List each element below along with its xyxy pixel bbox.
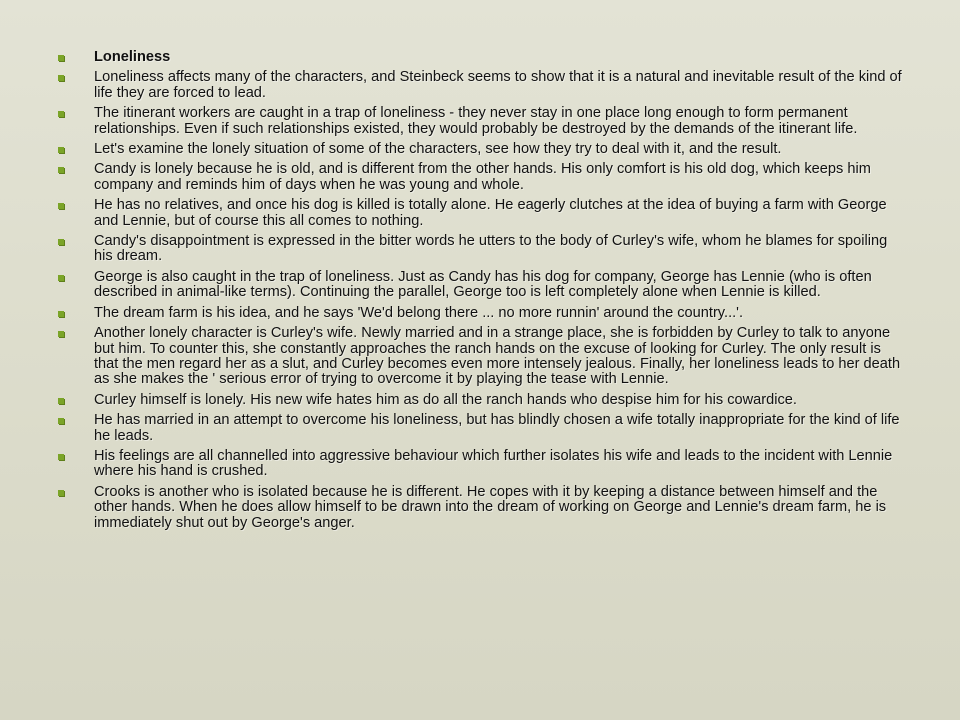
bullet-item	[58, 198, 902, 229]
bullet-item	[58, 485, 902, 531]
square-bullet-icon	[58, 331, 64, 337]
bullet-item	[58, 306, 902, 321]
bullet-text: He has married in an attempt to overcome his loneliness, but has blindly chosen a wife totally inappropriate for the kind of life he leads.	[94, 412, 900, 444]
square-bullet-icon	[58, 490, 64, 496]
bullet-text: Candy's disappointment is expressed in the bitter words he utters to the body of Curley's wife, whom he blames for spoiling his dream.	[94, 233, 888, 265]
square-bullet-icon	[58, 75, 64, 81]
bullet-item	[58, 270, 902, 301]
square-bullet-icon	[58, 167, 64, 173]
bullet-item	[58, 142, 902, 157]
bullet-text: He has no relatives, and once his dog is killed is totally alone. He eagerly clutches at the idea of buying a farm with George and Lennie, but of course this all comes to nothing.	[94, 197, 887, 229]
square-bullet-icon	[58, 203, 64, 209]
bullet-item	[58, 106, 902, 137]
bullet-text: Candy is lonely because he is old, and is different from the other hands. His only comfort is his old dog, which keeps him company and reminds him of days when he was young and whole.	[94, 161, 871, 193]
square-bullet-icon	[58, 418, 64, 424]
bullet-item	[58, 70, 902, 101]
bullet-text: George is also caught in the trap of loneliness. Just as Candy has his dog for company, George has Lennie (who is often described in animal-like terms). Continuing the parallel, George too is left completely alone when Lennie is killed.	[94, 268, 872, 301]
bullet-text: Let's examine the lonely situation of some of the characters, see how they try to deal with it, and the result.	[94, 141, 782, 158]
bullet-text: The dream farm is his idea, and he says 'We'd belong there ... no more runnin' around the country...'.	[94, 304, 744, 321]
square-bullet-icon	[58, 311, 64, 317]
bullet-item	[58, 449, 902, 480]
bullet-item	[58, 50, 902, 65]
square-bullet-icon	[58, 239, 64, 245]
bullet-text: Loneliness	[94, 49, 171, 65]
bullet-list	[58, 50, 902, 536]
square-bullet-icon	[58, 275, 64, 281]
bullet-item	[58, 234, 902, 265]
bullet-text: Crooks is another who is isolated because he is different. He copes with it by keeping a distance between himself and the other hands. When he does allow himself to be drawn into the dream of working on George and Lennie's dream farm, he is immediately shut out by George's anger.	[94, 483, 887, 531]
bullet-item	[58, 413, 902, 444]
bullet-item	[58, 162, 902, 193]
square-bullet-icon	[58, 454, 64, 460]
square-bullet-icon	[58, 111, 64, 117]
square-bullet-icon	[58, 55, 64, 61]
square-bullet-icon	[58, 398, 64, 404]
bullet-item	[58, 326, 902, 388]
bullet-text: Curley himself is lonely. His new wife hates him as do all the ranch hands who despise him for his cowardice.	[94, 391, 797, 408]
bullet-text: His feelings are all channelled into aggressive behaviour which further isolates his wife and leads to the incident with Lennie where his hand is crushed.	[94, 447, 893, 480]
square-bullet-icon	[58, 147, 64, 153]
bullet-text: Another lonely character is Curley's wife. Newly married and in a strange place, she is forbidden by Curley to talk to anyone but him. To counter this, she constantly approaches the ranch hands on the excuse of looking for Curley. The only result is that the men regard her as a slut, and Curley becomes even more intensely jealous. Finally, her loneliness leads to her death as she makes the ' serious error of trying to overcome it by playing the tease with Lennie.	[94, 325, 901, 388]
bullet-text: The itinerant workers are caught in a trap of loneliness - they never stay in one place long enough to form permanent relationships. Even if such relationships existed, they would probably be destroyed by the demands of the itinerant life.	[94, 105, 858, 137]
bullet-text: Loneliness affects many of the characters, and Steinbeck seems to show that it is a natural and inevitable result of the kind of life they are forced to lead.	[94, 69, 902, 101]
bullet-item	[58, 393, 902, 408]
